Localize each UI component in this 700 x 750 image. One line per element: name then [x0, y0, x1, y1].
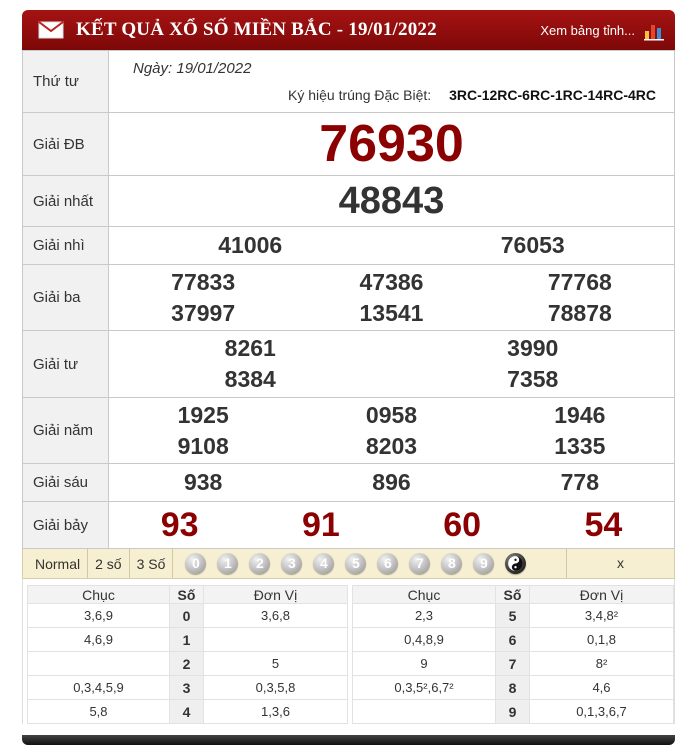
- loto-chuc-cell: [353, 700, 496, 724]
- footer-bar: [22, 735, 675, 745]
- prize-number: 93: [160, 505, 199, 544]
- weekday-label: Thứ tư: [23, 51, 109, 113]
- special-code: [288, 87, 656, 103]
- loto-row: [28, 700, 348, 724]
- column-header-chuc: Chục: [353, 586, 496, 604]
- loto-row: [353, 604, 674, 628]
- prize-number: 1946: [554, 401, 606, 428]
- prize-label-g2: Giải nhì: [23, 227, 109, 265]
- close-filter-button[interactable]: x: [566, 549, 674, 579]
- digit-button-0[interactable]: 0: [185, 553, 206, 574]
- page-title: KẾT QUẢ XỔ SỐ MIỀN BẮC - 19/01/2022: [76, 19, 437, 40]
- loto-donvi-cell: [204, 628, 348, 652]
- special-code-label: Ký hiệu trúng Đặc Biệt:: [287, 87, 432, 103]
- prize-number: 41006: [218, 232, 283, 258]
- tab-3-digits[interactable]: 3 Số: [130, 549, 174, 579]
- prize-number: 47386: [359, 268, 424, 295]
- loto-head-digit: 5: [496, 604, 530, 628]
- digit-button-3[interactable]: 3: [281, 553, 302, 574]
- prize-number: 60: [443, 505, 482, 544]
- prize-number: 78878: [547, 299, 612, 326]
- loto-donvi-cell: 0,3,5,8: [204, 676, 348, 700]
- loto-row: [353, 700, 674, 724]
- draw-date: Ngày: 19/01/2022: [133, 60, 252, 77]
- prize-number: 1335: [554, 432, 606, 459]
- loto-chuc-cell: 0,4,8,9: [353, 628, 496, 652]
- column-header-so: Số: [496, 586, 530, 604]
- loto-head-digit: 4: [170, 700, 204, 724]
- prize-number: 13541: [359, 299, 424, 326]
- loto-row: [353, 628, 674, 652]
- prize-label-g5: Giải năm: [23, 398, 109, 464]
- header-bar: [22, 10, 675, 50]
- loto-chuc-cell: 4,6,9: [28, 628, 170, 652]
- digit-button-8[interactable]: 8: [441, 553, 462, 574]
- prize-label-g3: Giải ba: [23, 265, 109, 331]
- prize-number: 8203: [365, 432, 418, 459]
- info-cell: [109, 51, 675, 113]
- tab-2-digits[interactable]: 2 số: [88, 549, 129, 579]
- column-header-so: Số: [170, 586, 204, 604]
- loto-row: [28, 628, 348, 652]
- prize-cell-g4: [109, 331, 675, 398]
- loto-chuc-cell: 2,3: [353, 604, 496, 628]
- prize-number: 9108: [177, 432, 229, 459]
- prize-cell-db: [109, 113, 675, 176]
- loto-chuc-cell: 0,3,4,5,9: [28, 676, 170, 700]
- loto-donvi-cell: 3,6,8: [204, 604, 348, 628]
- prize-number: 778: [560, 469, 599, 495]
- prize-number: 91: [301, 505, 340, 544]
- filter-bar: [22, 549, 675, 579]
- loto-head-digit: 7: [496, 652, 530, 676]
- loto-head-digit: 8: [496, 676, 530, 700]
- column-header-chuc: Chục: [28, 586, 170, 604]
- prize-cell-g1: [109, 176, 675, 227]
- loto-chuc-cell: [28, 652, 170, 676]
- digit-filter: [173, 553, 526, 574]
- loto-chuc-cell: 5,8: [28, 700, 170, 724]
- loto-head-digit: 9: [496, 700, 530, 724]
- prize-number: 8261: [224, 335, 276, 361]
- prize-cell-g6: [109, 464, 675, 502]
- prize-label-g4: Giải tư: [23, 331, 109, 398]
- prize-cell-g3: [109, 265, 675, 331]
- prize-number: 76930: [319, 115, 464, 173]
- loto-row: [28, 652, 348, 676]
- prize-cell-g5: [109, 398, 675, 464]
- digit-button-4[interactable]: 4: [313, 553, 334, 574]
- loto-row: [353, 676, 674, 700]
- digit-button-2[interactable]: 2: [249, 553, 270, 574]
- prize-number: 938: [183, 469, 223, 495]
- digit-button-7[interactable]: 7: [409, 553, 430, 574]
- loto-chuc-cell: 9: [353, 652, 496, 676]
- column-header-donvi: Đơn Vị: [530, 586, 674, 604]
- digit-button-6[interactable]: 6: [377, 553, 398, 574]
- prize-number: 76053: [500, 232, 565, 258]
- loto-table-left: [27, 585, 348, 724]
- loto-donvi-cell: 1,3,6: [204, 700, 348, 724]
- loto-chuc-cell: 0,3,5²,6,7²: [353, 676, 496, 700]
- prize-number: 48843: [338, 179, 445, 222]
- loto-head-digit: 0: [170, 604, 204, 628]
- loto-row: [28, 676, 348, 700]
- prize-number: 37997: [171, 299, 236, 326]
- loto-head-digit: 2: [170, 652, 204, 676]
- loto-donvi-cell: 4,6: [530, 676, 674, 700]
- prize-cell-g7: [109, 502, 675, 549]
- prize-label-g1: Giải nhất: [23, 176, 109, 227]
- result-panel: [22, 10, 675, 745]
- digit-button-9[interactable]: 9: [473, 553, 494, 574]
- loto-donvi-cell: 5: [204, 652, 348, 676]
- prize-number: 54: [584, 505, 623, 544]
- special-code-value: 3RC-12RC-6RC-1RC-14RC-4RC: [449, 87, 656, 103]
- results-table: [22, 50, 675, 549]
- view-province-link[interactable]: Xem bảng tỉnh...: [540, 22, 635, 38]
- digit-button-1[interactable]: 1: [217, 553, 238, 574]
- prize-number: 1925: [177, 401, 229, 428]
- prize-label-g7: Giải bảy: [23, 502, 109, 549]
- prize-number: 7358: [507, 366, 559, 392]
- loto-donvi-cell: 0,1,3,6,7: [530, 700, 674, 724]
- prize-number: 8384: [224, 366, 276, 392]
- loto-row: [28, 604, 348, 628]
- yin-yang-icon[interactable]: [505, 553, 526, 574]
- column-header-donvi: Đơn Vị: [204, 586, 348, 604]
- mail-icon: [38, 21, 64, 39]
- loto-donvi-cell: 3,4,8²: [530, 604, 674, 628]
- prize-number: 896: [372, 469, 411, 495]
- prize-number: 0958: [365, 401, 418, 428]
- loto-row: [353, 652, 674, 676]
- prize-number: 3990: [507, 335, 559, 361]
- loto-section: [22, 579, 675, 724]
- loto-head-digit: 3: [170, 676, 204, 700]
- tab-normal[interactable]: Normal: [23, 549, 88, 579]
- loto-donvi-cell: 8²: [530, 652, 674, 676]
- digit-button-5[interactable]: 5: [345, 553, 366, 574]
- loto-donvi-cell: 0,1,8: [530, 628, 674, 652]
- loto-head-digit: 6: [496, 628, 530, 652]
- prize-number: 77768: [547, 268, 612, 295]
- prize-label-db: Giải ĐB: [23, 113, 109, 176]
- prize-cell-g2: [109, 227, 675, 265]
- prize-label-g6: Giải sáu: [23, 464, 109, 502]
- loto-chuc-cell: 3,6,9: [28, 604, 170, 628]
- bar-chart-icon[interactable]: [643, 19, 665, 41]
- loto-head-digit: 1: [170, 628, 204, 652]
- loto-table-right: [352, 585, 674, 724]
- prize-number: 77833: [171, 268, 236, 295]
